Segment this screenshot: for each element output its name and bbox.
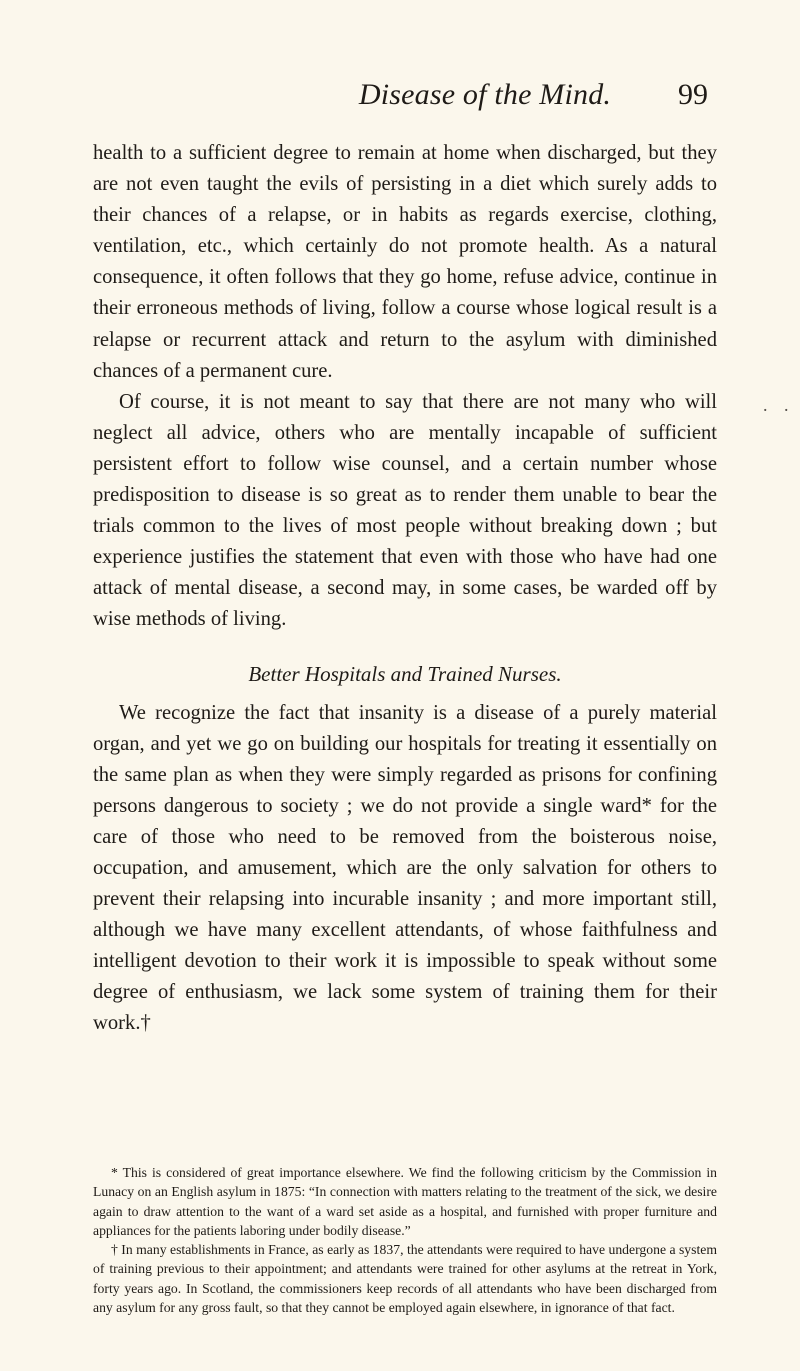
page-header bbox=[262, 78, 708, 118]
footnote: † In many establishments in France, as early as 1837, the attendants were required to have undergone a system of training previous to their appointment; and attendants were trained for other asylums at the retreat in York, forty years ago. In Scotland, the commissioners keep records of all attendants who have been discharged from any asylum for any gross fault, so that they cannot be employed again elsewhere, in ignorance of that fact. bbox=[93, 1242, 717, 1316]
page-number: 99 bbox=[678, 78, 708, 111]
footnote: * This is considered of great importance elsewhere. We find the following criticism by the Commission in Lunacy on an English asylum in 1875: “In connection with matters relating to the treatment of the sick, we desire again to draw attention to the want of a ward set aside as a hospital, and furnished with proper furniture and appliances for the patients laboring under bodily disease.” bbox=[93, 1165, 717, 1238]
section-heading: Better Hospitals and Trained Nurses. bbox=[248, 661, 562, 686]
running-title: Disease of the Mind. bbox=[358, 78, 612, 111]
paragraph: We recognize the fact that insanity is a disease of a purely material organ, and yet we go on building our hospitals for treating it essentially on the same plan as when they were simply regarded as prisons for confining persons dangerous to society ; we do not provide a single ward* for the care of those who need to be removed from the boisterous noise, occupation, and amusement, which are the only salvation for others to prevent their relapsing into incurable insanity ; and more important still, although we have many excellent attendants, of whose faithfulness and intelligent devotion to their work it is impossible to speak without some degree of enthusiasm, we lack some system of training them for their work.† bbox=[93, 701, 717, 1035]
body-text bbox=[93, 138, 717, 1040]
footnotes bbox=[93, 1163, 717, 1317]
paragraph: health to a sufficient degree to remain at home when discharged, but they are not even taught the evils of persisting in a diet which surely adds to their chances of a relapse, or in habits as regards exercise, clothing, ventilation, etc., which certainly do not promote health. As a natural consequence, it often follows that they go home, refuse advice, continue in their erroneous methods of living, follow a course whose logical result is a relapse or recurrent attack and return to the asylum with diminished chances of a permanent cure. bbox=[93, 142, 717, 382]
paragraph: Of course, it is not meant to say that there are not many who will neglect all advice, others who are mentally incapable of sufficient persistent effort to follow wise counsel, and a certain number whose predisposition to disease is so great as to render them unable to bear the trials common to the lives of most people without breaking down ; but experience justifies the statement that even with those who have had one attack of mental disease, a second may, in some cases, be warded off by wise methods of living. bbox=[93, 390, 717, 631]
margin-mark: . . bbox=[763, 395, 795, 415]
